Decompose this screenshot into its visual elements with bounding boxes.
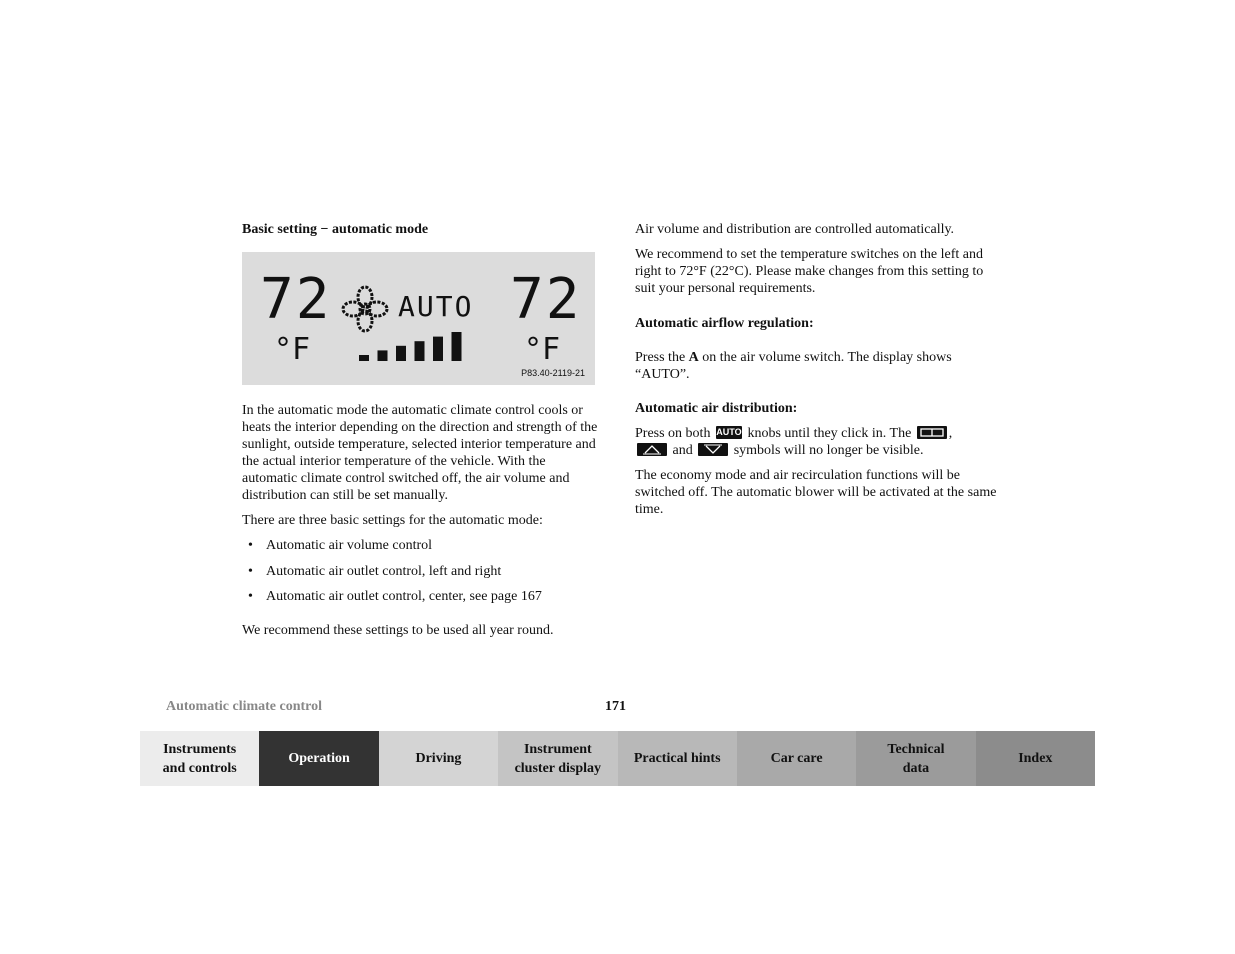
air-volume-paragraph: Air volume and distribution are controlled automatically.: [635, 222, 955, 237]
display-unit-left: °F: [274, 332, 311, 367]
tab-operation[interactable]: Operation: [259, 731, 378, 786]
recommendation-paragraph: We recommend these settings to be used all year round.: [242, 623, 554, 638]
tab-instruments-and-controls[interactable]: Instruments and controls: [140, 731, 259, 786]
settings-intro: There are three basic settings for the automatic mode:: [242, 513, 543, 528]
chapter-navigation: [140, 731, 1095, 786]
fan-level-bar: [415, 341, 425, 361]
air-up-icon: [637, 443, 667, 456]
auto-symbol: AUTO: [716, 427, 742, 438]
display-temp-left: 72: [260, 267, 332, 332]
fan-level-bar: [433, 337, 443, 361]
temperature-recommendation: We recommend to set the temperature switches on the left and right to 72°F (22°C). Please make changes from this setting to suit your personal requirements.: [635, 247, 984, 296]
list-item: • Automatic air volume control: [242, 537, 604, 554]
image-code: P83.40-2119-21: [521, 368, 585, 378]
list-item: • Automatic air outlet control, left and right: [242, 563, 604, 580]
key-a: A: [688, 350, 699, 365]
intro-paragraph: In the automatic mode the automatic climate control cools or heats the interior depending on the direction and strength of the sunlight, outside temperature, selected interior temperature and the actual interior temperature of the vehicle. With the automatic climate control switched off, the air volume and distribution can still be set manually.: [242, 403, 598, 503]
windshield-defrost-icon: [917, 426, 947, 439]
airflow-paragraph: Press the A on the air volume switch. The display shows “AUTO”.: [635, 350, 952, 382]
fan-level-bars: [359, 332, 462, 361]
page-number: 171: [605, 699, 626, 714]
fan-level-bar: [452, 332, 462, 361]
section-heading: Basic setting − automatic mode: [242, 222, 429, 237]
fan-level-bar: [359, 355, 369, 361]
tab-driving[interactable]: Driving: [379, 731, 498, 786]
right-column: [635, 221, 997, 526]
economy-mode-paragraph: The economy mode and air recirculation functions will be switched off. The automatic blower will be activated at the same time.: [635, 468, 997, 517]
air-down-icon: [698, 443, 728, 456]
tab-technical-data[interactable]: Technical data: [856, 731, 975, 786]
distribution-paragraph: Press on both AUTO knobs until they click in. The , and symbols will no longer be visible.: [635, 426, 953, 458]
left-column: [242, 221, 604, 647]
display-unit-right: °F: [524, 332, 561, 367]
fan-level-bar: [396, 346, 406, 361]
list-item: • Automatic air outlet control, center, see page 167: [242, 588, 604, 605]
display-temp-right: 72: [510, 267, 582, 332]
settings-list: [242, 537, 604, 605]
display-mode-label: AUTO: [398, 290, 474, 323]
climate-display-illustration: [242, 252, 595, 385]
tab-instrument-cluster-display[interactable]: Instrument cluster display: [498, 731, 617, 786]
distribution-heading: Automatic air distribution:: [635, 401, 798, 416]
fan-level-bar: [378, 350, 388, 361]
tab-car-care[interactable]: Car care: [737, 731, 856, 786]
tab-practical-hints[interactable]: Practical hints: [618, 731, 737, 786]
fan-icon: [343, 287, 387, 331]
footer-section-title: Automatic climate control: [166, 699, 323, 714]
tab-index[interactable]: Index: [976, 731, 1095, 786]
airflow-heading: Automatic airflow regulation:: [635, 316, 814, 331]
